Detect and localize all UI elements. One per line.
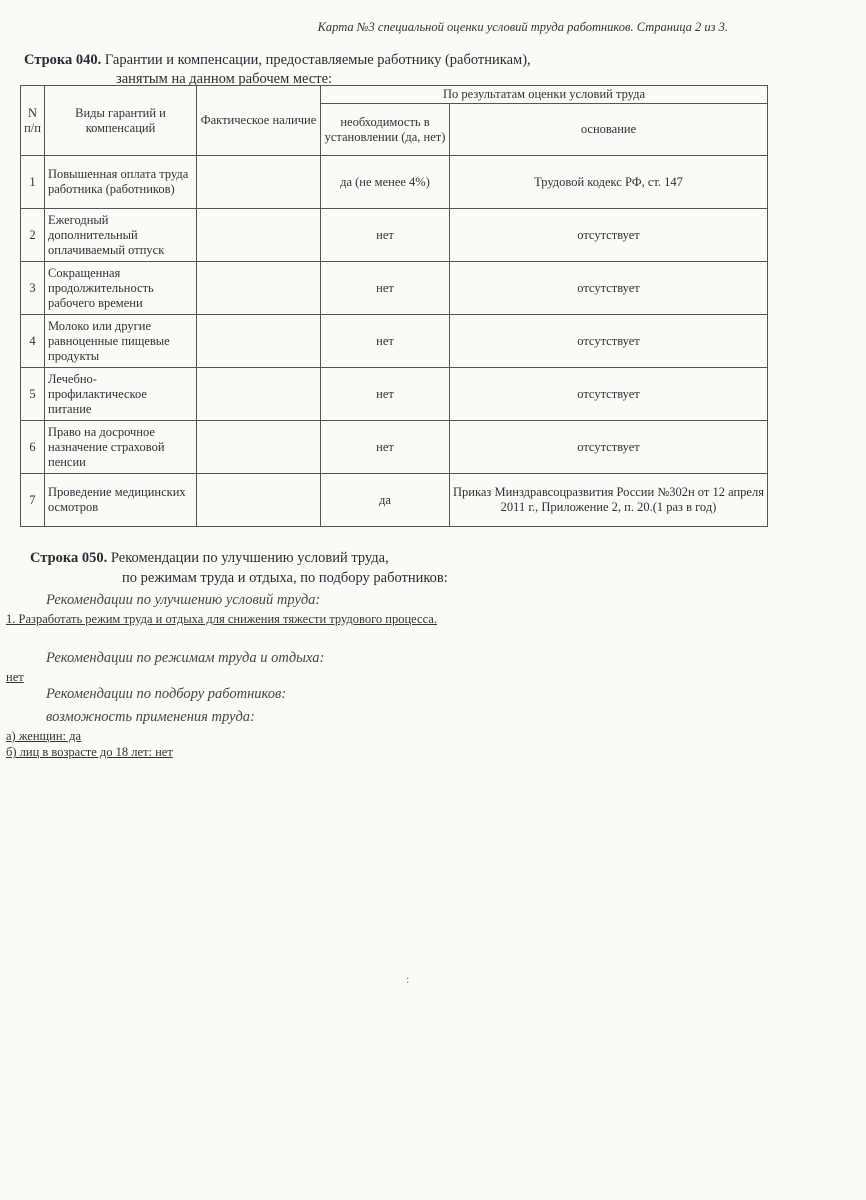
row-num: 5 [21,368,45,421]
col-group-header: По результатам оценки условий труда [321,86,768,104]
page-header: Карта №3 специальной оценки условий труда работников. Страница 2 из 3. [317,20,728,34]
row-fact [197,368,321,421]
row-040-subtitle: занятым на данном рабочем месте: [116,71,333,87]
row-need: нет [321,209,450,262]
row-basis: отсутствует [450,368,768,421]
col-num-header: N п/п [21,86,45,156]
row-basis: отсутствует [450,262,768,315]
row-050-label: Строка 050. [30,550,108,566]
col-need-header: необходимость в установлении (да, нет) [321,104,450,156]
row-kind: Сокращенная продолжительность рабочего времени [45,262,197,315]
row-kind: Молоко или другие равноценные пищевые продукты [45,315,197,368]
possibility-heading: возможность применения труда: [46,709,255,725]
row-050-subtitle: по режимам труда и отдыха, по подбору работников: [122,570,448,586]
improve-item-1: 1. Разработать режим труда и отдыха для снижения тяжести трудового процесса. [6,612,437,626]
col-basis-header: основание [450,104,768,156]
row-num: 3 [21,262,45,315]
row-num: 1 [21,156,45,209]
row-basis: отсутствует [450,421,768,474]
table-row [21,209,768,262]
row-basis: Приказ Минздравсоцразвития России №302н от 12 апреля 2011 г., Приложение 2, п. 20.(1 раз в год) [450,474,768,527]
row-050-text: Рекомендации по улучшению условий труда, [110,550,389,566]
scan-speck: : [406,972,410,986]
row-040-label: Строка 040. [24,52,102,68]
selection-heading: Рекомендации по подбору работников: [46,686,287,702]
row-kind: Право на досрочное назначение страховой пенсии [45,421,197,474]
row-kind: Лечебно-профилактическое питание [45,368,197,421]
row-kind: Проведение медицинских осмотров [45,474,197,527]
table-row [21,315,768,368]
row-need: да [321,474,450,527]
row-need: нет [321,315,450,368]
regime-value: нет [6,670,24,684]
row-040-title [24,52,531,69]
col-kind-header: Виды гарантий и компенсаций [45,86,197,156]
table-row [21,156,768,209]
row-num: 4 [21,315,45,368]
regime-heading: Рекомендации по режимам труда и отдыха: [46,650,325,666]
row-fact [197,474,321,527]
row-basis: отсутствует [450,315,768,368]
table-row [21,421,768,474]
row-050-title [30,550,389,567]
guarantees-table [20,85,768,527]
row-fact [197,315,321,368]
row-040-text: Гарантии и компенсации, предоставляемые работнику (работникам), [104,52,531,68]
improve-heading: Рекомендации по улучшению условий труда: [46,592,321,608]
row-kind: Ежегодный дополнительный оплачиваемый отпуск [45,209,197,262]
row-need: нет [321,368,450,421]
table-row [21,262,768,315]
row-fact [197,156,321,209]
row-num: 6 [21,421,45,474]
women-item: а) женщин: да [6,729,82,743]
col-fact-header: Фактическое наличие [197,86,321,156]
row-basis: Трудовой кодекс РФ, ст. 147 [450,156,768,209]
row-kind: Повышенная оплата труда работника (работников) [45,156,197,209]
row-num: 7 [21,474,45,527]
table-row [21,368,768,421]
table-row [21,474,768,527]
row-need: нет [321,262,450,315]
row-need: нет [321,421,450,474]
row-num: 2 [21,209,45,262]
row-need: да (не менее 4%) [321,156,450,209]
row-fact [197,421,321,474]
row-basis: отсутствует [450,209,768,262]
row-fact [197,209,321,262]
row-fact [197,262,321,315]
minors-item: б) лиц в возрасте до 18 лет: нет [6,745,173,759]
